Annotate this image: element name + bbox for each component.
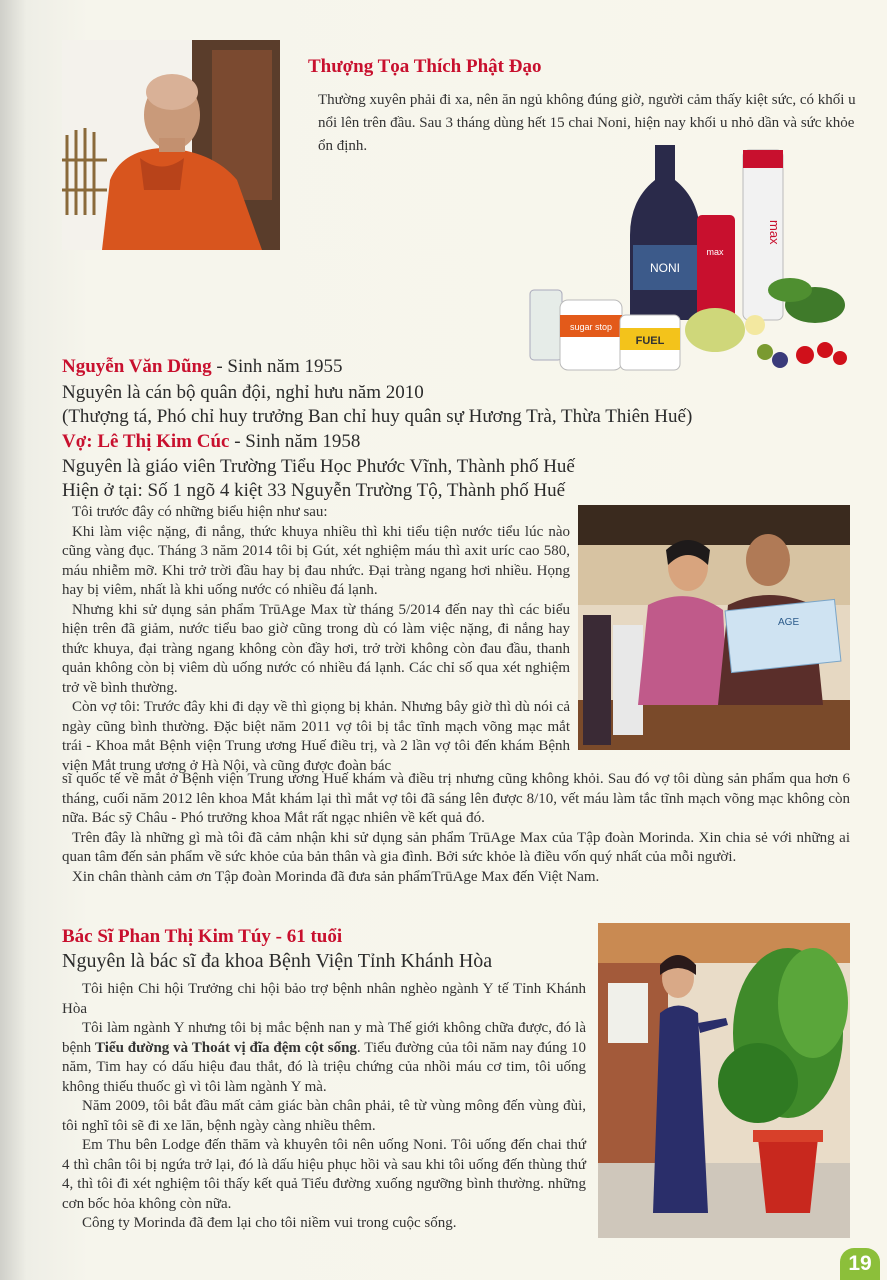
paragraph: Em Thu bên Lodge đến thăm và khuyên tôi nên uống Noni. Tôi uống đến chai thứ 4 thì chân tôi bị ngứa trở lại, đó là dấu hiệu phục hồi và sau khi tôi uống đến thùng thứ 4, thì tôi đi xét nghiệm tôi thấy kết quả Tiểu đường xuống ngưỡng bình thường. những cơn bốc hỏa không còn nữa.	[62, 1137, 586, 1212]
paragraph: Xin chân thành cảm ơn Tập đoàn Morinda đã đưa sản phẩmTrūAge Max đến Việt Nam.	[72, 868, 600, 885]
page-number-badge: 19	[840, 1248, 880, 1280]
testimonial-body-dung-part2	[62, 770, 850, 887]
person-name-dung: Nguyễn Văn Dũng	[62, 356, 212, 377]
paragraph: Trên đây là những gì mà tôi đã cảm nhận khi sử dụng sản phẩm TrūAge Max của Tập đoàn Morinda. Xin chia sẻ với những ai quan tâm đến sản phẩm về sức khỏe của bản thân và gia đình. Bởi sức khỏe là điều vốn quý nhất của mỗi người.	[62, 829, 850, 865]
text-span: . Tiểu đường của tôi năm nay đúng 10 năm, Tim hay có dấu hiệu đau thắt, đó là triệu chứng của nhồi máu cơ tim, tôi uống không thiếu thuốc gì vì tôi làm ngành Y mà.	[62, 1039, 586, 1095]
paragraph: Năm 2009, tôi bắt đầu mất cảm giác bàn chân phải, tê từ vùng mông đến vùng đùi, tôi nghĩ tôi sẽ đi xe lăn, bệnh ngày càng nhiều thêm.	[62, 1098, 586, 1134]
person-name-cuc: Vợ: Lê Thị Kim Cúc	[62, 431, 230, 452]
career-line-dung: Nguyên là cán bộ quân đội, nghỉ hưu năm 2010	[62, 382, 424, 403]
testimonial-text-monk: Thường xuyên phải đi xa, nên ăn ngủ không đúng giờ, người cảm thấy kiệt sức, có khối u nổi lên trên đầu. Sau 3 tháng dùng hết 15 chai Noni, hiện nay khối u nhỏ dần và sức khỏe ổn định.	[318, 92, 856, 154]
birth-year-cuc: - Sinh năm 1958	[229, 431, 361, 452]
product-group-image	[525, 140, 855, 380]
paragraph	[62, 1019, 586, 1097]
noni-label: NONI	[650, 261, 680, 275]
paragraph: Khi làm việc nặng, đi nắng, thức khuya nhiều thì khi tiểu tiện nước tiểu lúc nào cũng vàng đục. Tháng 3 năm 2014 tôi bị Gút, xét nghiệm máu thì axit uríc cao 580, máu nhiễm mỡ. Khi trở trời đầu hay bị đau nhức. Đại tràng ngang hơi nhiều. Họng hay bị viêm, nhất là khi uống nước có nhiều đá lạnh.	[62, 523, 570, 598]
address-line: Hiện ở tại: Số 1 ngõ 4 kiệt 33 Nguyễn Trường Tộ, Thành phố Huế	[62, 480, 566, 501]
max-label: max	[767, 220, 782, 245]
testimonial-body-dung-part1	[62, 503, 570, 776]
bold-diagnosis: Tiểu đường và Thoát vị đĩa đệm cột sống	[95, 1039, 357, 1056]
brochure-label: AGE	[778, 617, 800, 628]
paragraph: Công ty Morinda đã đem lại cho tôi niềm vui trong cuộc sống.	[82, 1215, 457, 1231]
paragraph: Nhưng khi sử dụng sản phẩm TrūAge Max từ tháng 5/2014 đến nay thì các biểu hiện trên đã giảm, nước tiểu bao giờ cũng trong dù có làm việc nặng, đi nắng hay thức khuya, đại tràng ngang không còn đầy hơi, trở trời không còn đau đầu, thanh quản không còn bị viêm dù uống nước có nhiều đá lạnh. Các chỉ số qua xét nghiệm trở về bình thường.	[62, 601, 570, 696]
testimonial-body-tuy	[62, 980, 586, 1234]
title-line-dung: (Thượng tá, Phó chỉ huy trưởng Ban chỉ huy quân sự Hương Trà, Thừa Thiên Huế)	[62, 406, 693, 427]
paragraph: Còn vợ tôi: Trước đây khi đi dạy về thì giọng bị khản. Nhưng bây giờ thì dù nói cả ngày cũng bình thường. Đặc biệt năm 2011 vợ tôi bị tắc tĩnh mạch võng mạc mắt trái - Khoa mắt Bệnh viện Trung ương Huế điều trị, và 2 lần vợ tôi đến khám Bệnh viện Mắt trung ương ở Hà Nội, và cũng được đoàn bác	[62, 699, 570, 774]
doctor-photo	[598, 923, 850, 1238]
testimonial-name-monk: Thượng Tọa Thích Phật Đạo	[308, 56, 542, 77]
small-max-label: max	[706, 247, 724, 257]
paragraph: Tôi trước đây có những biểu hiện như sau:	[72, 504, 328, 520]
person-name-line	[62, 356, 342, 378]
testimonial-name-tuy: Bác Sĩ Phan Thị Kim Túy - 61 tuổi	[62, 926, 343, 947]
testimonial-subtitle-tuy: Nguyên là bác sĩ đa khoa Bệnh Viện Tỉnh Khánh Hòa	[62, 950, 493, 972]
wife-name-line	[62, 431, 360, 453]
couple-photo	[578, 505, 850, 750]
sugar-stop-label: sugar stop	[569, 322, 613, 332]
career-line-cuc: Nguyên là giáo viên Trường Tiểu Học Phước Vĩnh, Thành phố Huế	[62, 456, 575, 477]
monk-photo	[62, 40, 280, 250]
birth-year-dung: - Sinh năm 1955	[211, 356, 343, 377]
paragraph: sĩ quốc tế về mắt ở Bệnh viện Trung ương Huế khám và điều trị nhưng cũng không khỏi. Sau đó vợ tôi dùng sản phẩm qua hơn 6 tháng, cuối năm 2012 lên khoa Mắt khám lại thì mắt vợ tôi đã sáng lên được 8/10, vết máu làm tắc tĩnh mạch võng mạc không còn nữa. Bác sỹ Châu - Phó trưởng khoa Mắt rất ngạc nhiên về kết quả đó.	[62, 771, 850, 826]
paragraph: Tôi hiện Chi hội Trưởng chi hội bảo trợ bệnh nhân nghèo ngành Y tế Tỉnh Khánh Hòa	[62, 981, 586, 1017]
text-span: Tôi làm ngành Y nhưng tôi bị mắc bệnh nan y mà Thế giới không chữa được, đó là bệnh	[62, 1020, 586, 1056]
fuel-label: FUEL	[635, 335, 665, 347]
